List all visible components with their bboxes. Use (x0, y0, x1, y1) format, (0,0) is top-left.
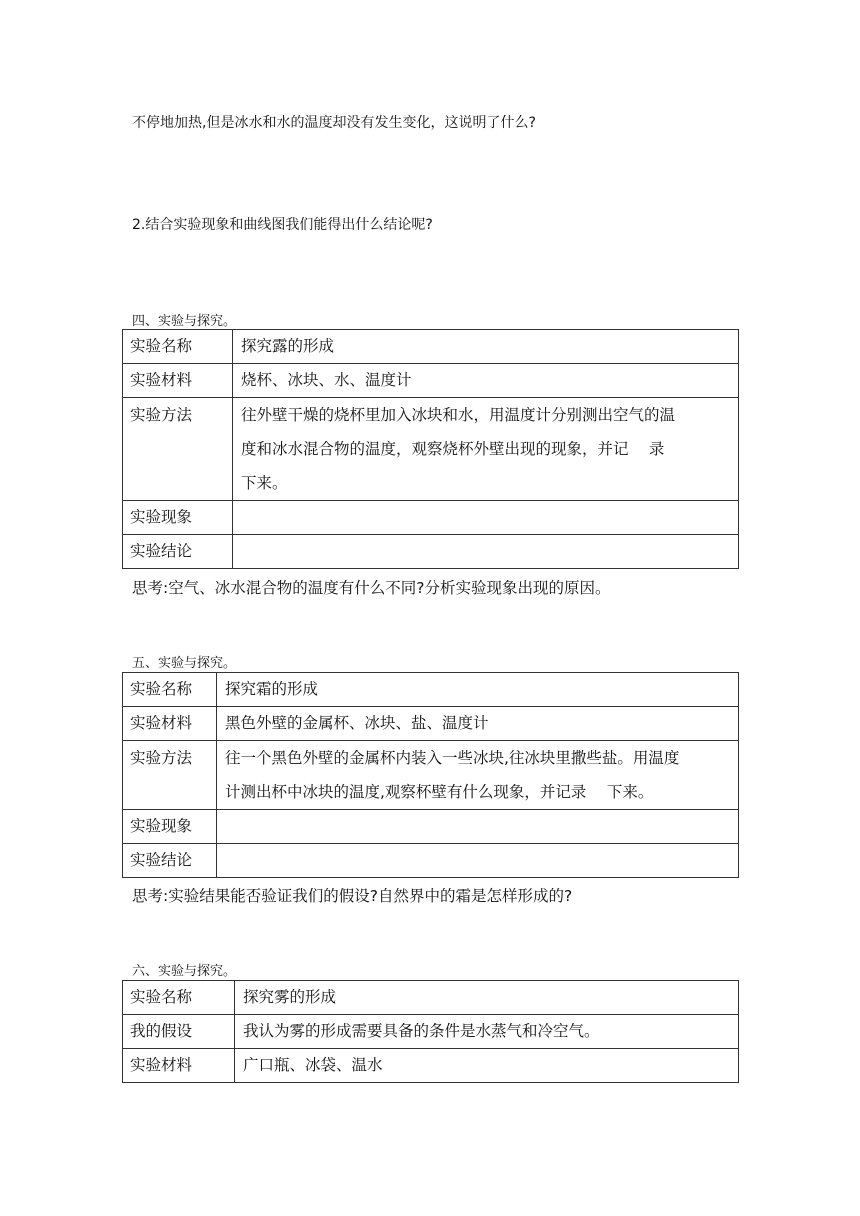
question-1: 不停地加热,但是冰水和水的温度却没有发生变化，这说明了什么? (132, 115, 536, 131)
row-value (217, 741, 739, 810)
section-4-title: 四、实验与探究。 (132, 314, 237, 329)
row-value: 探究露的形成 (233, 330, 739, 364)
row-label: 实验名称 (123, 981, 235, 1015)
table-row (123, 707, 739, 741)
row-label: 实验名称 (123, 330, 233, 364)
method-line: 下来。 (241, 474, 288, 492)
row-label: 实验材料 (123, 364, 233, 398)
table-row (123, 364, 739, 398)
row-label: 实验现象 (123, 810, 217, 844)
row-value (217, 810, 739, 844)
section-6-title: 六、实验与探究。 (132, 964, 237, 979)
row-label: 实验结论 (123, 844, 217, 878)
row-label: 实验名称 (123, 673, 217, 707)
section-5-think: 思考:实验结果能否验证我们的假设?自然界中的霜是怎样形成的? (132, 887, 573, 905)
table-row (123, 1015, 739, 1049)
table-row (123, 535, 739, 569)
row-value (233, 535, 739, 569)
row-label: 实验方法 (123, 398, 233, 501)
row-label: 我的假设 (123, 1015, 235, 1049)
section-4-think: 思考:空气、冰水混合物的温度有什么不同?分析实验现象出现的原因。 (132, 579, 611, 597)
section-6-table (122, 980, 739, 1083)
row-label: 实验方法 (123, 741, 217, 810)
section-5-table (122, 672, 739, 878)
row-value: 广口瓶、冰袋、温水 (235, 1049, 739, 1083)
row-value: 黑色外壁的金属杯、冰块、盐、温度计 (217, 707, 739, 741)
section-5-title: 五、实验与探究。 (132, 656, 237, 671)
table-row (123, 501, 739, 535)
row-label: 实验结论 (123, 535, 233, 569)
row-value (217, 844, 739, 878)
question-2: 2.结合实验现象和曲线图我们能得出什么结论呢? (132, 217, 433, 233)
method-line: 往一个黑色外壁的金属杯内装入一些冰块,往冰块里撒些盐。用温度 (225, 749, 680, 767)
table-row (123, 330, 739, 364)
section-4-table (122, 329, 739, 569)
table-row (123, 673, 739, 707)
row-value: 我认为雾的形成需要具备的条件是水蒸气和冷空气。 (235, 1015, 739, 1049)
row-value: 烧杯、冰块、水、温度计 (233, 364, 739, 398)
row-label: 实验材料 (123, 707, 217, 741)
row-label: 实验材料 (123, 1049, 235, 1083)
method-line: 度和冰水混合物的温度，观察烧杯外壁出现的现象，并记 录 (241, 440, 665, 458)
method-line: 计测出杯中冰块的温度,观察杯壁有什么现象，并记录 下来。 (225, 783, 654, 801)
row-value (233, 501, 739, 535)
table-row (123, 810, 739, 844)
method-line: 往外壁干燥的烧杯里加入冰块和水，用温度计分别测出空气的温 (241, 406, 676, 424)
row-value (233, 398, 739, 501)
row-value: 探究霜的形成 (217, 673, 739, 707)
table-row (123, 1049, 739, 1083)
row-label: 实验现象 (123, 501, 233, 535)
table-row (123, 741, 739, 810)
table-row (123, 981, 739, 1015)
table-row (123, 398, 739, 501)
row-value: 探究雾的形成 (235, 981, 739, 1015)
table-row (123, 844, 739, 878)
